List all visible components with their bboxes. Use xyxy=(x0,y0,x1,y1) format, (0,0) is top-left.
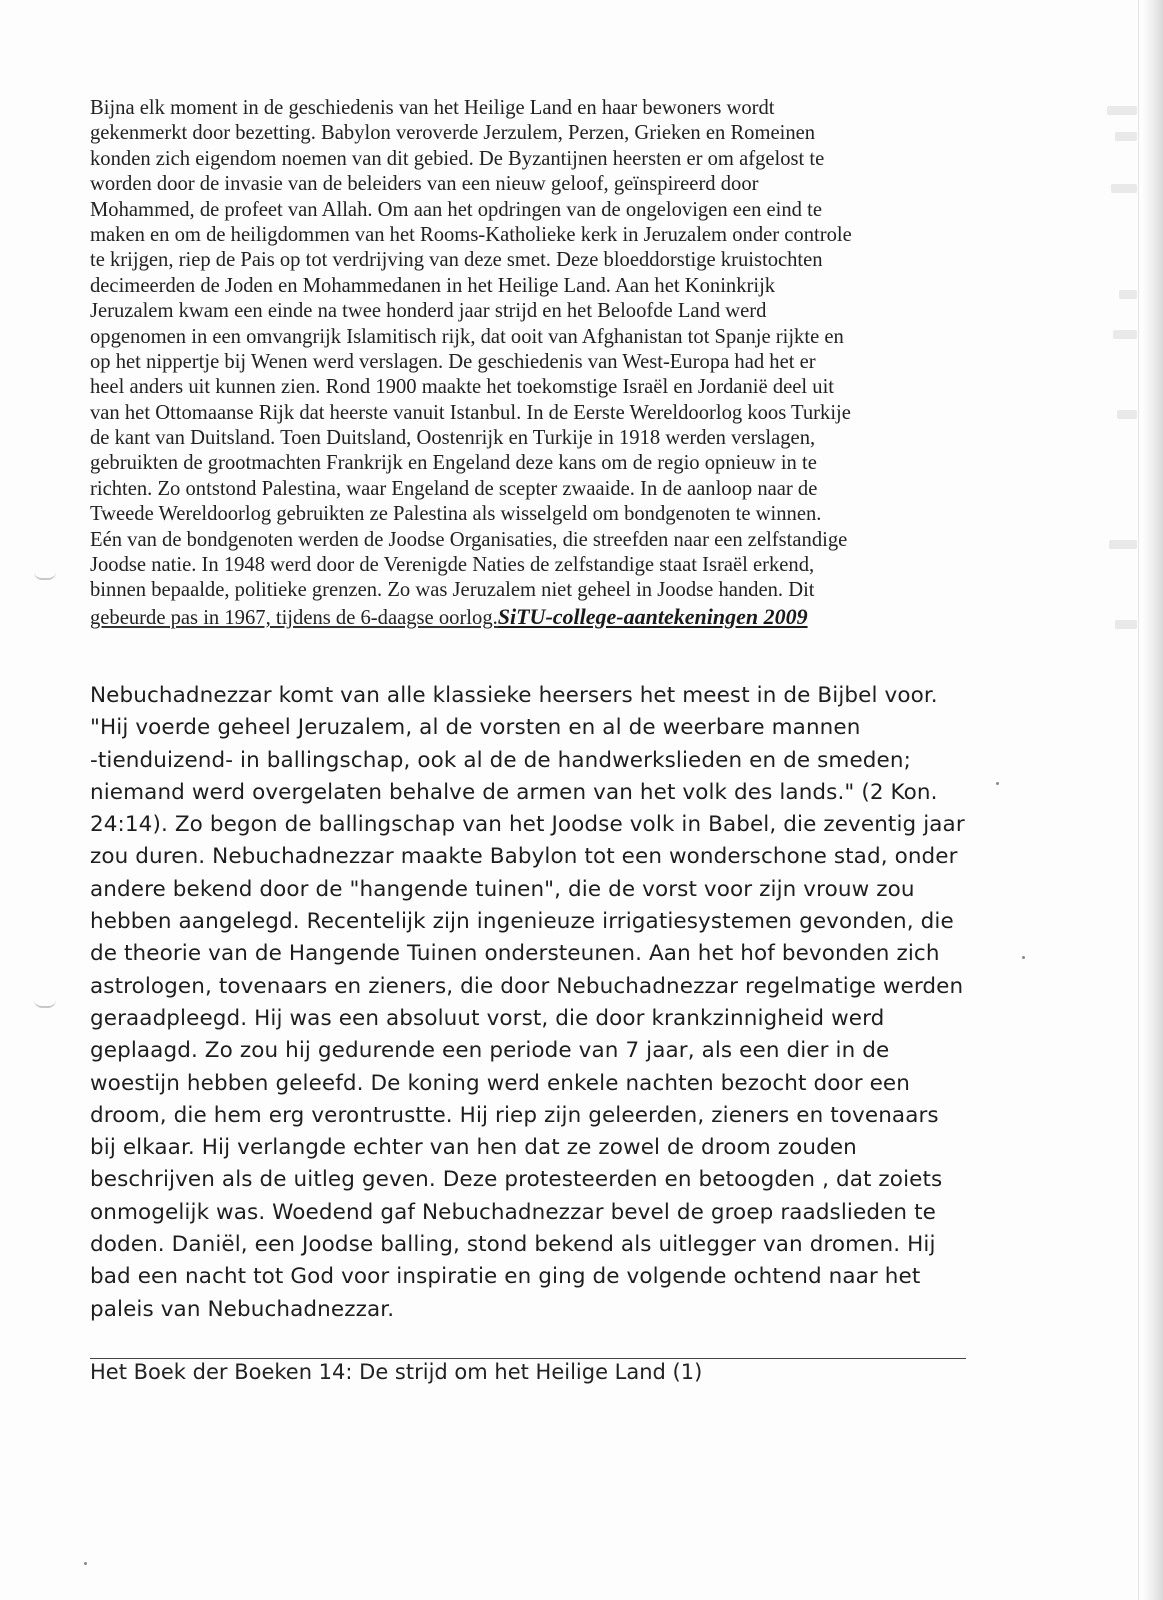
text-line: van het Ottomaanse Rijk dat heerste vanuit Istanbul. In de Eerste Wereldoorlog koos Turkije xyxy=(90,401,851,424)
text-line: konden zich eigendom noemen van dit gebied. De Byzantijnen heersten er om afgelost te xyxy=(90,147,825,170)
text-line: "Hij voerde geheel Jeruzalem, al de vorsten en al de weerbare mannen xyxy=(90,715,861,741)
text-line: Nebuchadnezzar komt van alle klassieke heersers het meest in de Bijbel voor. xyxy=(90,683,938,708)
text-line: worden door de invasie van de beleiders van een nieuw geloof, geïnspireerd door xyxy=(90,173,759,196)
text-line: droom, die hem erg verontrustte. Hij riep zijn geleerden, zieners en tovenaars xyxy=(90,1102,939,1128)
bleed-through xyxy=(1115,132,1137,141)
text-line: richten. Zo ontstond Palestina, waar Engeland de scepter zwaaide. In de aanloop naar de xyxy=(90,477,818,500)
bleed-through xyxy=(1107,106,1137,115)
text-line: astrologen, tovenaars en zieners, die door Nebuchadnezzar regelmatige werden xyxy=(90,973,964,999)
bleed-through xyxy=(1117,410,1137,419)
speck xyxy=(1022,956,1025,959)
divider-rule xyxy=(90,1358,966,1359)
text-line: opgenomen in een omvangrijk Islamitisch rijk, dat ooit van Afghanistan tot Spanje rijkte en xyxy=(90,325,844,348)
speck xyxy=(996,782,999,785)
text-line: doden. Daniël, een Joodse balling, stond bekend als uitlegger van dromen. Hij xyxy=(90,1232,936,1258)
text-line: beschrijven als de uitleg geven. Deze protesteerden en betoogden , dat zoiets xyxy=(90,1167,943,1193)
serif-paragraph xyxy=(90,96,990,629)
bleed-through xyxy=(1115,620,1137,629)
text-line: Bijna elk moment in de geschiedenis van het Heilige Land en haar bewoners wordt xyxy=(90,97,775,119)
bleed-through xyxy=(1119,290,1137,299)
speck xyxy=(84,1562,87,1565)
page-edge-shadow xyxy=(1141,0,1163,1600)
text-line: bij elkaar. Hij verlangde echter van hen dat ze zowel de droom zouden xyxy=(90,1135,857,1161)
underlined-text: gebeurde pas in 1967, tijdens de 6-daagse oorlog. xyxy=(90,606,498,629)
text-line: heel anders uit kunnen zien. Rond 1900 maakte het toekomstige Israël en Jordanië deel uit xyxy=(90,376,835,399)
text-line: decimeerden de Joden en Mohammedanen in het Heilige Land. Aan het Koninkrijk xyxy=(90,274,776,297)
text-line: Joodse natie. In 1948 werd door de Verenigde Naties de zelfstandige staat Israël erkend, xyxy=(90,554,815,577)
punch-hole-mark xyxy=(34,572,56,580)
text-line: de theorie van de Hangende Tuinen ondersteunen. Aan het hof bevonden zich xyxy=(90,941,940,967)
punch-hole-mark xyxy=(34,1000,56,1008)
text-line: woestijn hebben geleefd. De koning werd enkele nachten bezocht door een xyxy=(90,1070,910,1096)
text-line: zou duren. Nebuchadnezzar maakte Babylon tot een wonderschone stad, onder xyxy=(90,844,958,870)
page-edge-line xyxy=(1138,0,1139,1600)
text-line: gekenmerkt door bezetting. Babylon veroverde Jerzulem, Perzen, Grieken en Romeinen xyxy=(90,122,816,145)
text-line: Eén van de bondgenoten werden de Joodse Organisaties, die streefden naar een zelfstandige xyxy=(90,528,848,551)
bleed-through xyxy=(1109,540,1137,549)
text-line: Tweede Wereldoorlog gebruikten ze Palestina als wisselgeld om bondgenoten te winnen. xyxy=(90,503,822,526)
text-line: andere bekend door de "hangende tuinen", die de vorst voor zijn vrouw zou xyxy=(90,876,915,902)
comic-paragraph xyxy=(90,680,990,1326)
text-line: geraadpleegd. Hij was een absoluut vorst, die door krankzinnigheid werd xyxy=(90,1005,885,1031)
text-line: hebben aangelegd. Recentelijk zijn ingenieuze irrigatiesystemen gevonden, die xyxy=(90,909,954,935)
text-line: onmogelijk was. Woedend gaf Nebuchadnezzar bevel de groep raadslieden te xyxy=(90,1199,936,1225)
text-line: maken en om de heiligdommen van het Rooms-Katholieke kerk in Jeruzalem onder controle xyxy=(90,223,852,246)
text-line: Mohammed, de profeet van Allah. Om aan het opdringen van de ongelovigen een eind te xyxy=(90,198,822,221)
text-line: geplaagd. Zo zou hij gedurende een periode van 7 jaar, als een dier in de xyxy=(90,1038,890,1064)
source-stamp: SiTU-college-aantekeningen 2009 xyxy=(497,603,808,629)
text-line-last xyxy=(90,604,990,629)
text-line: Jeruzalem kwam een einde na twee honderd jaar strijd en het Beloofde Land werd xyxy=(90,300,767,323)
text-line: gebruikten de grootmachten Frankrijk en Engeland deze kans om de regio opnieuw in te xyxy=(90,452,817,475)
bleed-through xyxy=(1113,330,1137,339)
bleed-through xyxy=(1111,184,1137,193)
text-line: -tienduizend- in ballingschap, ook al de de handwerkslieden en de smeden; xyxy=(90,747,911,773)
text-line: 24:14). Zo begon de ballingschap van het Joodse volk in Babel, die zeventig jaar xyxy=(90,812,965,838)
text-line: paleis van Nebuchadnezzar. xyxy=(90,1296,395,1322)
text-line: bad een nacht tot God voor inspiratie en ging de volgende ochtend naar het xyxy=(90,1264,921,1290)
footer-source: Het Boek der Boeken 14: De strijd om het Heilige Land (1) xyxy=(90,1360,703,1384)
text-line: binnen bepaalde, politieke grenzen. Zo was Jeruzalem niet geheel in Joodse handen. Dit xyxy=(90,579,815,602)
text-line: de kant van Duitsland. Toen Duitsland, Oostenrijk en Turkije in 1918 werden verslagen, xyxy=(90,427,816,450)
text-line: op het nippertje bij Wenen werd verslagen. De geschiedenis van West-Europa had het er xyxy=(90,350,816,373)
text-line: niemand werd overgelaten behalve de armen van het volk des lands." (2 Kon. xyxy=(90,779,938,805)
text-line: te krijgen, riep de Pais op tot verdrijving van deze smet. Deze bloeddorstige kruistochten xyxy=(90,249,823,272)
